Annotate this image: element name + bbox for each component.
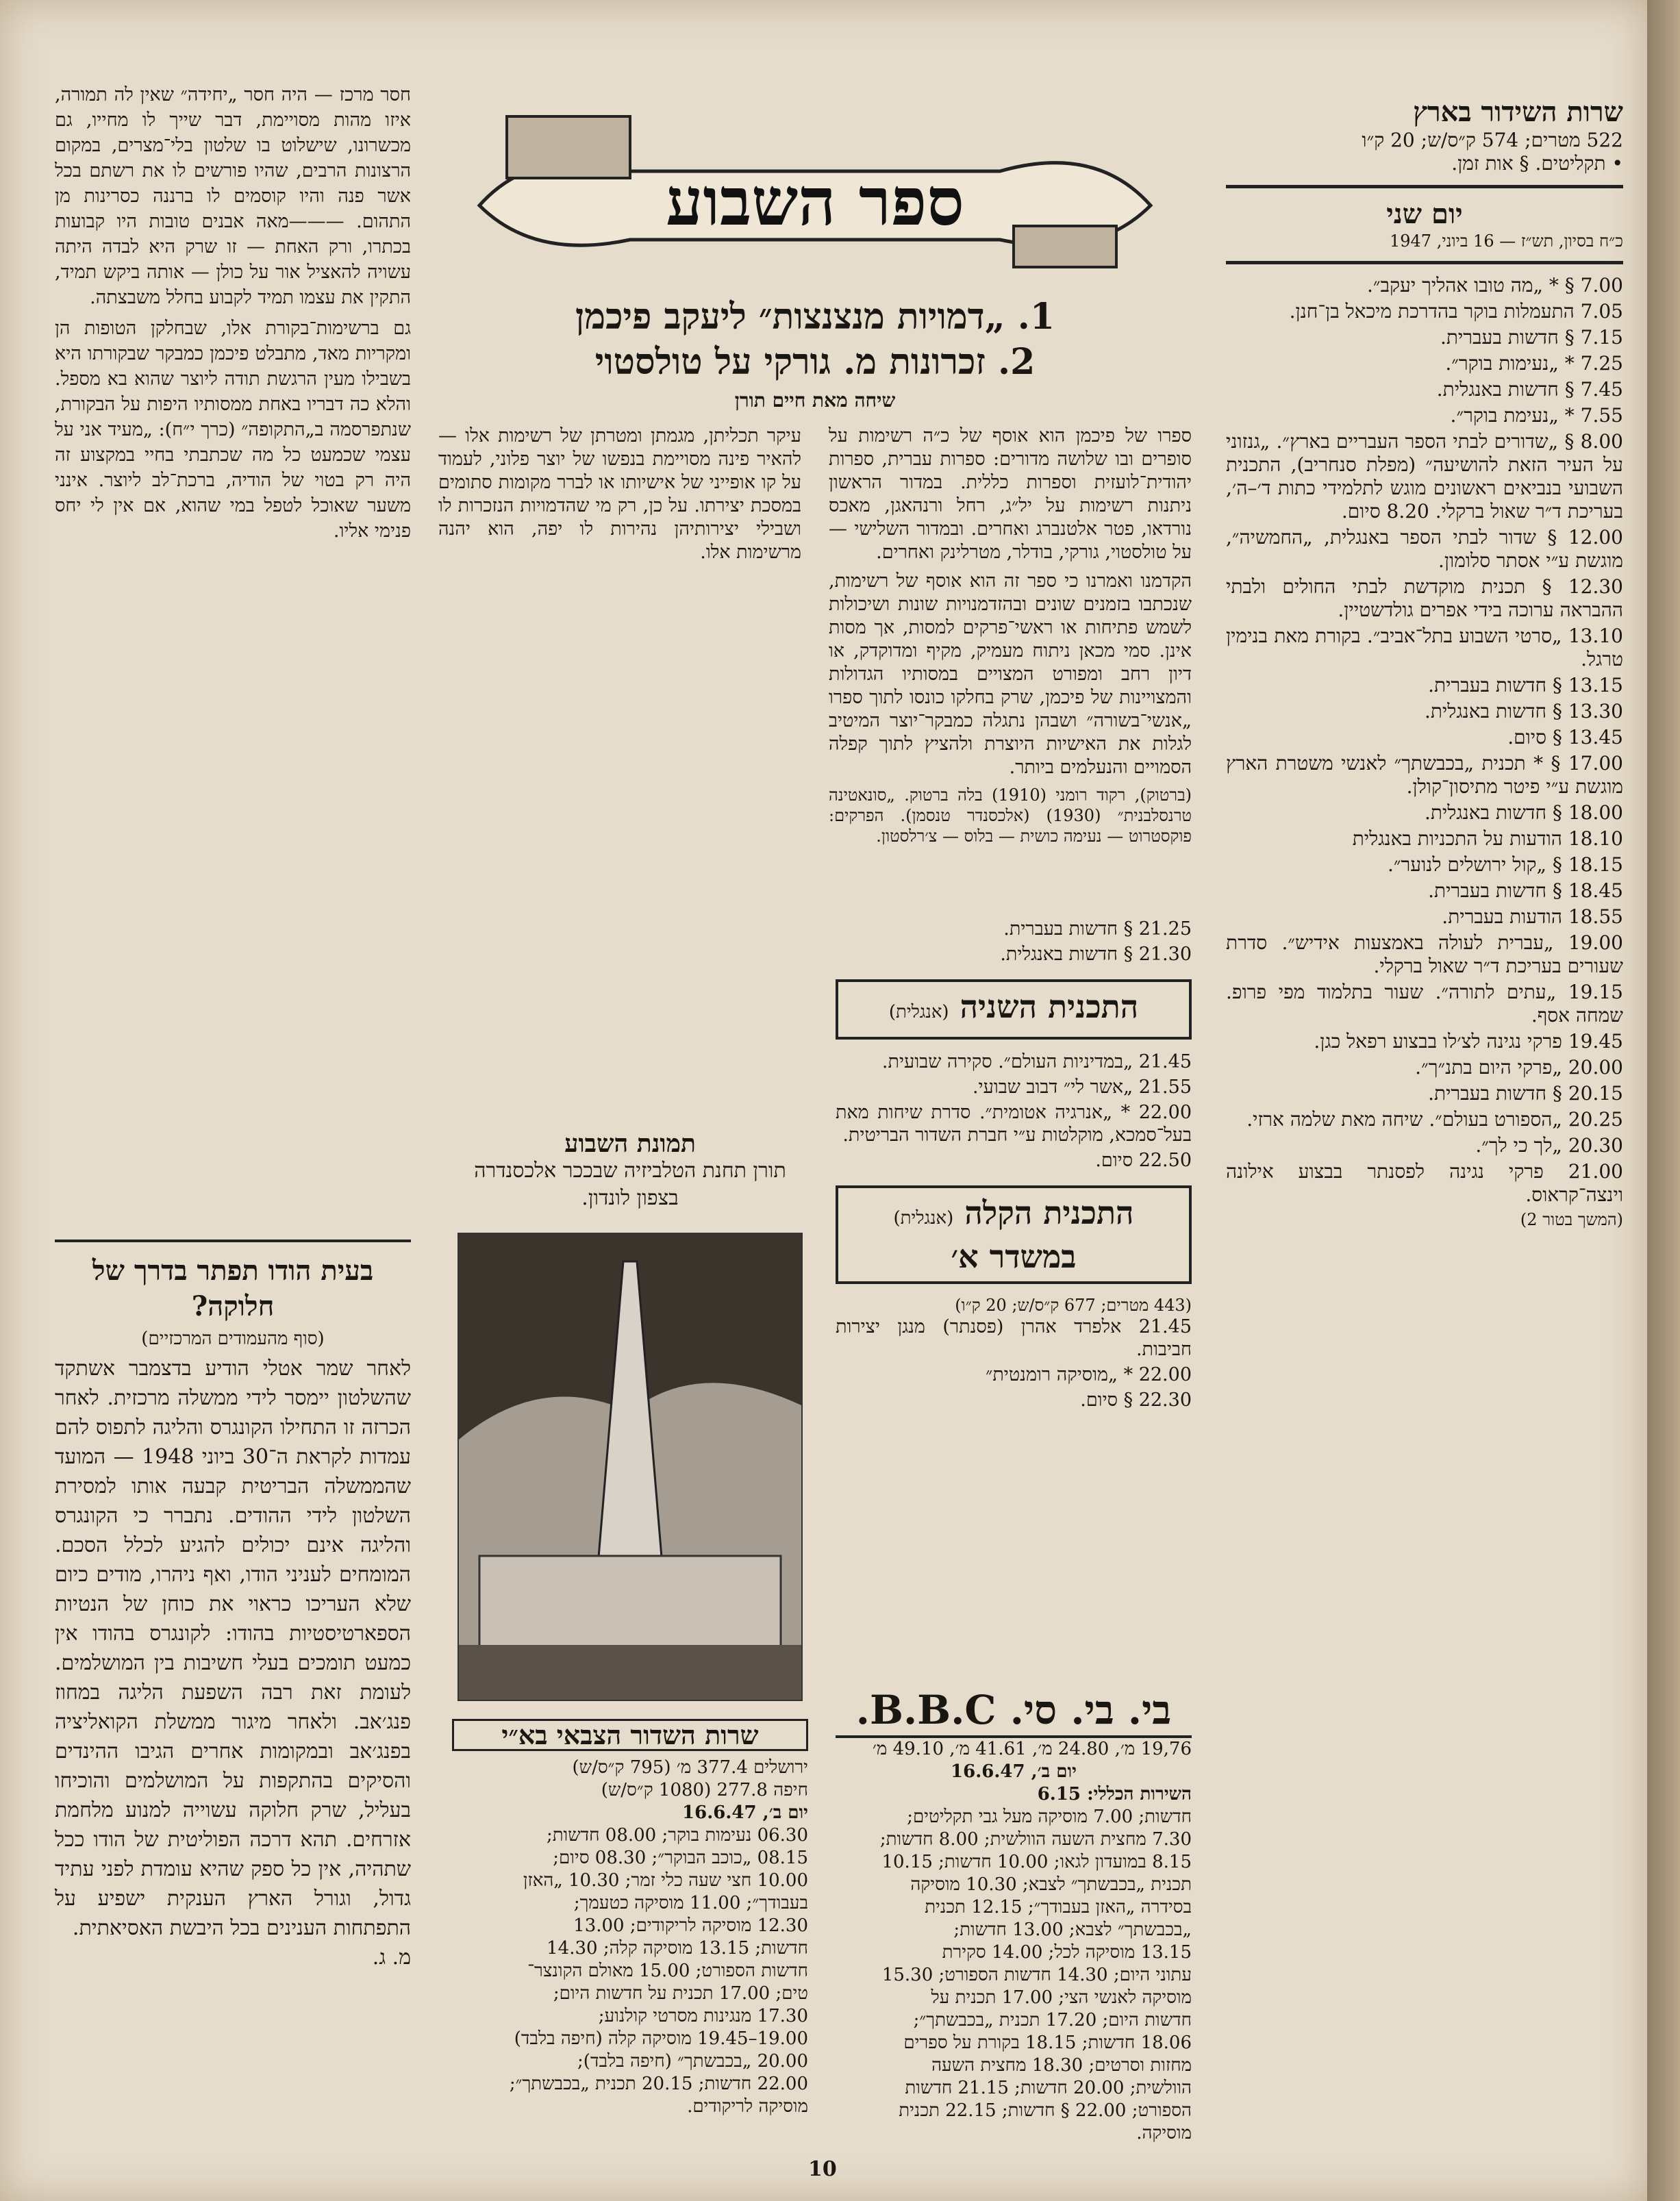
schedule-item: מוסיקה לריקודים.: [687, 2096, 808, 2117]
article-paragraph: הקדמנו ואמרנו כי ספר זה הוא אוסף של רשימות, שנכתבו בזמנים שונים ובהזדמנויות שונות ושיכולות לשמש פתיחות או ראשי־פרקים למסות, אך מסות אינן. סמי מכאן ניתוח מעמיק, מקיף ומדוקדק, או דיון רחב ומפורט המצויים במסותיו הגדולות והמצויינות של פיכמן, שרק בחלקו כונסו לתוך ספרו „אנשי־בשורה״ ושבהן נתגלה כמבקר־יוצר המיטיב לגלות את האישיות היוצרת ולהציץ לתוך קפלה הסמויים והנעלמים ביותר.: [829, 570, 1192, 778]
divider: [1226, 185, 1623, 188]
article-byline: שיחה מאת חיים תורן: [734, 389, 896, 412]
schedule-item: 7.00 § * „מה טובו אהליך יעקב״.: [1367, 274, 1623, 297]
light-program-box: [836, 1185, 1192, 1284]
schedule-item: 13.10 „סרטי השבוע בתל־אביב״. בקורת מאת בנימין טרגל.: [1226, 625, 1623, 670]
schedule-item: 21.25 § חדשות בעברית.: [1003, 918, 1192, 940]
article-paragraph: חסר מרכז — היה חסר „יחידה״ שאין לה תמורה, איזו מהות מסויימת, דבר שייך לו מחייו, גם מכשרונו, שישלוט בו שלטון בלי־מצרים, במקום הרצונות הרבים, שהיו פורשים לו את רשתם בכל אשר פנה והיו קוסמים לו ברננה כסרינות מן התהום. ———מאה אבנים טובות היו קבועות בכתרו, ורק האחת — זו שרק היא לבדה היתה עשויה להאציל אור על כולן — אותה ביקש תמיד, התקין את עצמו תמיד לקבוע בחלל משבצתה.: [55, 84, 411, 308]
divider: [1226, 261, 1623, 264]
tower-icon: [459, 1234, 801, 1700]
light-frequency: (443 מטרים; 677 ק״ס/ש; 20 ק״ו): [955, 1296, 1192, 1315]
schedule-item: 20.00 „בכבשתך״ (חיפה בלבד);: [577, 2051, 808, 2072]
continued-note: (המשך בטור 2): [1520, 1210, 1623, 1229]
schedule-item: 22.00 * „אנרגיה אטומית״. סדרת שיחות מאת בעל־סמכא, מוקלטות ע״י חברת השדור הבריטית.: [836, 1102, 1192, 1146]
second-program-box: [836, 979, 1192, 1040]
schedule-item: טים; 17.00 תכנית על חדשות היום;: [553, 1983, 808, 2004]
bbc-section-title: השירות הכללי: 6.15: [1037, 1784, 1192, 1804]
article-paragraph: גם ברשימות־בקורת אלו, שבחלקן הטופות הן ומקריות מאד, מתבלט פיכמן כמבקר שבקורתו היא בשבילו מעין הרגשת תודה ליוצר שהוא בא מספל. והלא כה דבריו באחת ממסותיו היפות על הבקורת, שנתפרסמה ב„התקופה״ (כרך י״ח): „מעיד אני על עצמי שכמעט כל מה שכתבתי בחיי במקצוע זה היה רק בטוי של הודיה, ברכת־לב ליוצר. אינני משער שאוכל לטפל במי שהוא, אם אין לי יחס פנימי אליו.: [55, 318, 411, 542]
schedule-item: 21.55 „אשר לי״ דבוב שבועי.: [972, 1077, 1192, 1098]
schedule-list: [836, 1051, 1192, 1172]
radio-frequency: 522 מטרים; 574 ק״ס/ש; 20 ק״ו: [1362, 129, 1623, 151]
books-icon: [507, 116, 630, 178]
schedule-item: 13.15 מוסיקה לכל; 14.00 סקירת: [942, 1942, 1192, 1963]
schedule-item: הספורט; 22.00 § חדשות; 22.15 תכנית: [899, 2100, 1192, 2121]
schedule-item: חדשות; 13.15 מוסיקה קלה; 14.30: [547, 1938, 808, 1959]
schedule-item: 20.30 „לך כי לך״.: [1475, 1134, 1623, 1157]
schedule-item: 20.15 § חדשות בעברית.: [1428, 1082, 1623, 1105]
article-paragraph: ספרו של פיכמן הוא אוסף של כ״ה רשימות על סופרים ובו שלושה מדורים: ספרות עברית, ספרות יהודית־לועזית וספרות כללית. במדור הראשון ניתנות רשימות על יל״ג, רחל ורנהאגן, מאכס נורדאו, פטר אלטנברג ואחרים. ובמדור השלישי — על טולסטוי, גורקי, בודלר, מטרלינק ואחרים.: [829, 425, 1192, 563]
schedule-item: 19.45 פרקי נגינה לצ׳לו בבצוע רפאל כגן.: [1314, 1030, 1623, 1053]
article-continuation-column: [55, 82, 411, 549]
book-of-week-banner: [452, 103, 1178, 281]
schedule-item: 18.15 § „קול ירושלים לנוער״.: [1387, 853, 1623, 876]
schedule-item: בסידרה „האזן בעבודך״; 12.15 תכנית: [925, 1897, 1192, 1917]
schedule-item: מוסיקה.: [1136, 2123, 1192, 2143]
schedule-item: 18.00 § חדשות באנגלית.: [1424, 801, 1623, 824]
article-titles: [438, 294, 1192, 412]
schedule-item: בעבודך״; 11.00 מוסיקה כטעמך;: [573, 1893, 808, 1913]
music-list: (ברטוק), רקוד רומני (1910) בלה ברטוק. „סונאטינה טרנסלבנית״ (1930) (אלכסנדר טנסמן). הפרקים: פוקסטרוט — נעימה כושית — בלוס — צ׳רלסטון.: [829, 785, 1192, 846]
page-edge: [1647, 0, 1680, 2201]
india-title: בעית הודו תפתר בדרך של חלוקה?: [55, 1240, 411, 1324]
article-paragraph: עיקר תכליתן, מגמתן ומטרתן של רשימות אלו — להאיר פינה מסויימת בנפשו של יוצר פלוני, לעמוד על קו אופייני של אישיותו או לברר מקומות סתומים במסכת יצירתו. על כן, רק מי שהדמויות הנזכרות לו ושבילי יצירותיהן נהירות לו יפה, הוא יהנה מרשימות אלו.: [438, 425, 801, 563]
schedule-item: 22.00 חדשות; 20.15 תכנית „בכבשתך״;: [509, 2074, 808, 2094]
schedule-list: [452, 1824, 808, 2118]
schedule-item: חדשות היום; 17.20 תכנית „בכבשתך״;: [913, 2010, 1192, 2030]
schedule-item: 7.15 § חדשות בעברית.: [1440, 326, 1623, 349]
schedule-item: 12.00 § שדור לבתי הספר באנגלית, „החמשיה״, מוגשת ע״י אסתר סלומון.: [1226, 526, 1623, 572]
schedule-item: 17.30 מנגינות מסרטי קולנוע;: [598, 2006, 808, 2026]
box-title: התכנית הקלה: [964, 1194, 1134, 1231]
schedule-item: 22.30 § סיום.: [1080, 1389, 1192, 1411]
schedule-item: „בכבשתך״ לצבא; 13.00 חדשות;: [953, 1920, 1192, 1940]
schedule-item: 19.00 „עברית לעולה באמצעות אידיש״. סדרת שעורים בעריכת ד״ר שאול ברקלי.: [1226, 931, 1623, 977]
schedule-item: 12.30 מוסיקה לריקודים; 13.00: [573, 1915, 808, 1936]
bbc-frequency: 19,76 מ׳, 24.80 מ׳, 41.61 מ׳, 49.10 מ׳: [872, 1739, 1192, 1759]
schedule-item: 18.10 הודעות על התכניות באנגלית: [1352, 827, 1623, 850]
article-title-1: 1. „דמויות מנצנצות״ ליעקב פיכמן: [575, 296, 1055, 338]
box-note: (אנגלית): [893, 1208, 954, 1229]
india-subtitle: (סוף מהעמודים המרכזיים): [141, 1329, 325, 1349]
army-freq-1: ירושלים 377.4 מ׳ (795 ק״ס/ש): [572, 1757, 808, 1778]
schedule-item: 21.45 אלפרד אהרן (פסנתר) מנגן יצירות חביבות.: [836, 1316, 1192, 1360]
day-heading: יום שני: [1386, 198, 1463, 230]
schedule-item: הוולשית; 20.00 חדשות; 21.15 חדשות: [905, 2078, 1192, 2098]
schedule-item: 7.30 מחצית השעה הוולשית; 8.00 חדשות;: [879, 1829, 1192, 1850]
schedule-item: 7.55 * „נעימת בוקר״.: [1450, 404, 1623, 427]
schedule-item: חדשות; 7.00 מוסיקה מעל גבי תקליטים;: [907, 1807, 1192, 1827]
article-body: [438, 425, 1192, 852]
radio-legend: • תקליטים. § אות זמן.: [1451, 152, 1623, 175]
programs-column: [836, 918, 1192, 1414]
banner-text: ספר השבוע: [666, 163, 964, 240]
schedule-list: [836, 918, 1192, 966]
photo-caption: [452, 1130, 808, 1212]
schedule-item: 22.50 סיום.: [1095, 1150, 1192, 1171]
bbc-title: בי. בי. סי. B.B.C.: [836, 1685, 1192, 1738]
schedule-item: 8.15 במועדון לגאו; 10.00 חדשות; 10.15: [881, 1852, 1192, 1872]
schedule-item: 21.00 פרקי נגינה לפסנתר בבצוע אילונה וינצה־קראוס.: [1226, 1160, 1623, 1206]
schedule-item: 20.25 „הספורט בעולם״. שיחה מאת שלמה ארזי.: [1246, 1108, 1623, 1131]
photo-caption-title: תמונת השבוע: [564, 1129, 696, 1158]
schedule-item: 7.25 * „נעימות בוקר״.: [1445, 352, 1623, 375]
page-number: 10: [808, 2157, 837, 2181]
schedule-item: 13.15 § חדשות בעברית.: [1428, 674, 1623, 696]
radio-schedule-column: [1226, 96, 1623, 1230]
schedule-item: תכנית „בכבשתך״ לצבא; 10.30 מוסיקה: [910, 1874, 1192, 1895]
bbc-section: [836, 1685, 1192, 2145]
schedule-item: 19.00–19.45 מוסיקה קלה (חיפה בלבד): [514, 2028, 808, 2049]
bbc-day: יום ב׳, 16.6.47: [951, 1761, 1077, 1782]
schedule-list: [836, 1316, 1192, 1411]
schedule-item: עתוני היום; 14.30 חדשות הספורט; 15.30: [881, 1965, 1192, 1985]
schedule-item: מחזות וסרטים; 18.30 מחצית השעה: [931, 2055, 1192, 2076]
tv-tower-photo: [457, 1233, 803, 1701]
army-radio-section: [452, 1719, 808, 2118]
schedule-item: 20.00 „פרקי היום בתנ״ך״.: [1415, 1056, 1623, 1079]
schedule-item: 21.45 „במדיניות העולם״. סקירה שבועית.: [881, 1051, 1192, 1072]
schedule-item: 13.45 § סיום.: [1507, 726, 1623, 749]
schedule-item: 18.55 הודעות בעברית.: [1442, 905, 1623, 928]
schedule-item: 17.00 § * תכנית „בכבשתך״ לאנשי משטרת הארץ מוגשת ע״י פיטר מתיסון־קולן.: [1226, 752, 1623, 798]
radio-title: שרות השידור בארץ: [1413, 96, 1623, 128]
schedule-item: 22.00 * „מוסיקה רומנטית״: [986, 1364, 1192, 1385]
schedule-item: 13.30 § חדשות באנגלית.: [1424, 700, 1623, 722]
schedule-item: 21.30 § חדשות באנגלית.: [1000, 944, 1192, 965]
schedule-item: חדשות הספורט; 15.00 מאולם הקונצר־: [527, 1961, 808, 1981]
box-note: (אנגלית): [888, 1002, 949, 1022]
india-article: [55, 1240, 411, 1972]
schedule-item: 18.06 חדשות; 18.15 בקורת על ספרים: [903, 2033, 1192, 2053]
india-signature: מ. ג.: [372, 1946, 411, 1970]
army-freq-2: חיפה 277.8 (1080 ק״ס/ש): [601, 1780, 808, 1800]
schedule-item: 7.05 התעמלות בוקר בהדרכת מיכאל בן־חנן.: [1289, 300, 1623, 323]
date-line: כ״ח בסיון, תש״ז — 16 ביוני, 1947: [1389, 231, 1623, 251]
schedule-item: 18.45 § חדשות בעברית.: [1428, 879, 1623, 902]
army-radio-title: שרות השדור הצבאי בא״י: [452, 1719, 808, 1751]
article-title-2: 2. זכרונות מ. גורקי על טולסטוי: [594, 341, 1036, 383]
schedule-item: 19.15 „עתים לתורה״. שעור בתלמוד מפי פרופ. שמחה אסף.: [1226, 981, 1623, 1027]
india-body: לאחר שמר אטלי הודיע בדצמבר אשתקד שהשלטון יימסר לידי ממשלה מרכזית. לאחר הכרזה זו התחילו הקונגרס והליגה לתפוס להם עמדות לקראת ה־30 ביוני 1948 — המועד שהממשלה הבריטית קבעה אותו למסירת השלטון לידי ההודים. נתברר כי הקונגרס והליגה אינם יכולים להגיע לכלל הסכם. המומחים לעניני הודו, ואף ניהרו, מודים כיום שלא העריכו כראוי את כוחן של הנטיות הספארטיסטיות בהודו: לקונגרס בהודו אין כמעט תומכים בעלי חשיבות בין המושלמים. לעומת זאת רבה השפעת הליגה במחוז פנג׳אב. ולאחר מיגור ממשלת הקואליציה בפנג׳אב ובמקומות אחרים הגיבו ההינדים והסיקים בהתקפות על המושלמים והוכיחו בעליל, שרק חלוקה עשוייה למנוע מלחמת אזרחים. תהא דרכה הפוליטית של הודו ככל שתהיה, אין כל ספק שהיא עומדת לפני עתיד גדול, וגורל הארץ הענקית ישפיע על התפתחות הענינים בכל היבשת האסיאתית.: [55, 1357, 411, 1940]
schedule-item: 06.30 נעימות בוקר; 08.00 חדשות;: [546, 1825, 808, 1846]
schedule-item: מוסיקה לאנשי הצי; 17.00 תכנית על: [931, 1987, 1192, 2008]
box-title: התכנית השניה: [960, 988, 1139, 1025]
schedule-list: [836, 1806, 1192, 2145]
box-subtitle: במשדר א׳: [951, 1238, 1077, 1275]
schedule-item: 12.30 § תכנית מוקדשת לבתי החולים ולבתי ההבראה ערוכה בידי אפרים גולדשטיין.: [1226, 575, 1623, 621]
schedule-item: 08.15 „כוכב הבוקר״; 08.30 סיום;: [553, 1848, 808, 1868]
schedule-item: 8.00 § „שדורים לבתי הספר העבריים בארץ״. „גנזוני על העיר הזאת להושיעה״ (מפלת סנחריב), התכנית השבועי בנביאים ראשונים מוגש לתלמידי כתות ד׳–ה׳, בעריכת ד״ר שאול ברקלי. 8.20 סיום.: [1226, 430, 1623, 523]
schedule-item: 7.45 § חדשות באנגלית.: [1436, 378, 1623, 401]
schedule-list: [1226, 274, 1623, 1207]
schedule-item: 10.00 חצי שעה כלי זמר; 10.30 „האזן: [523, 1870, 808, 1891]
photo-caption-body: תורן תחנת הטלביזיה שבככר אלכסנדרה בצפון לונדון.: [474, 1159, 786, 1210]
books-icon: [1014, 226, 1116, 267]
army-day: יום ב׳, 16.6.47: [682, 1802, 808, 1823]
